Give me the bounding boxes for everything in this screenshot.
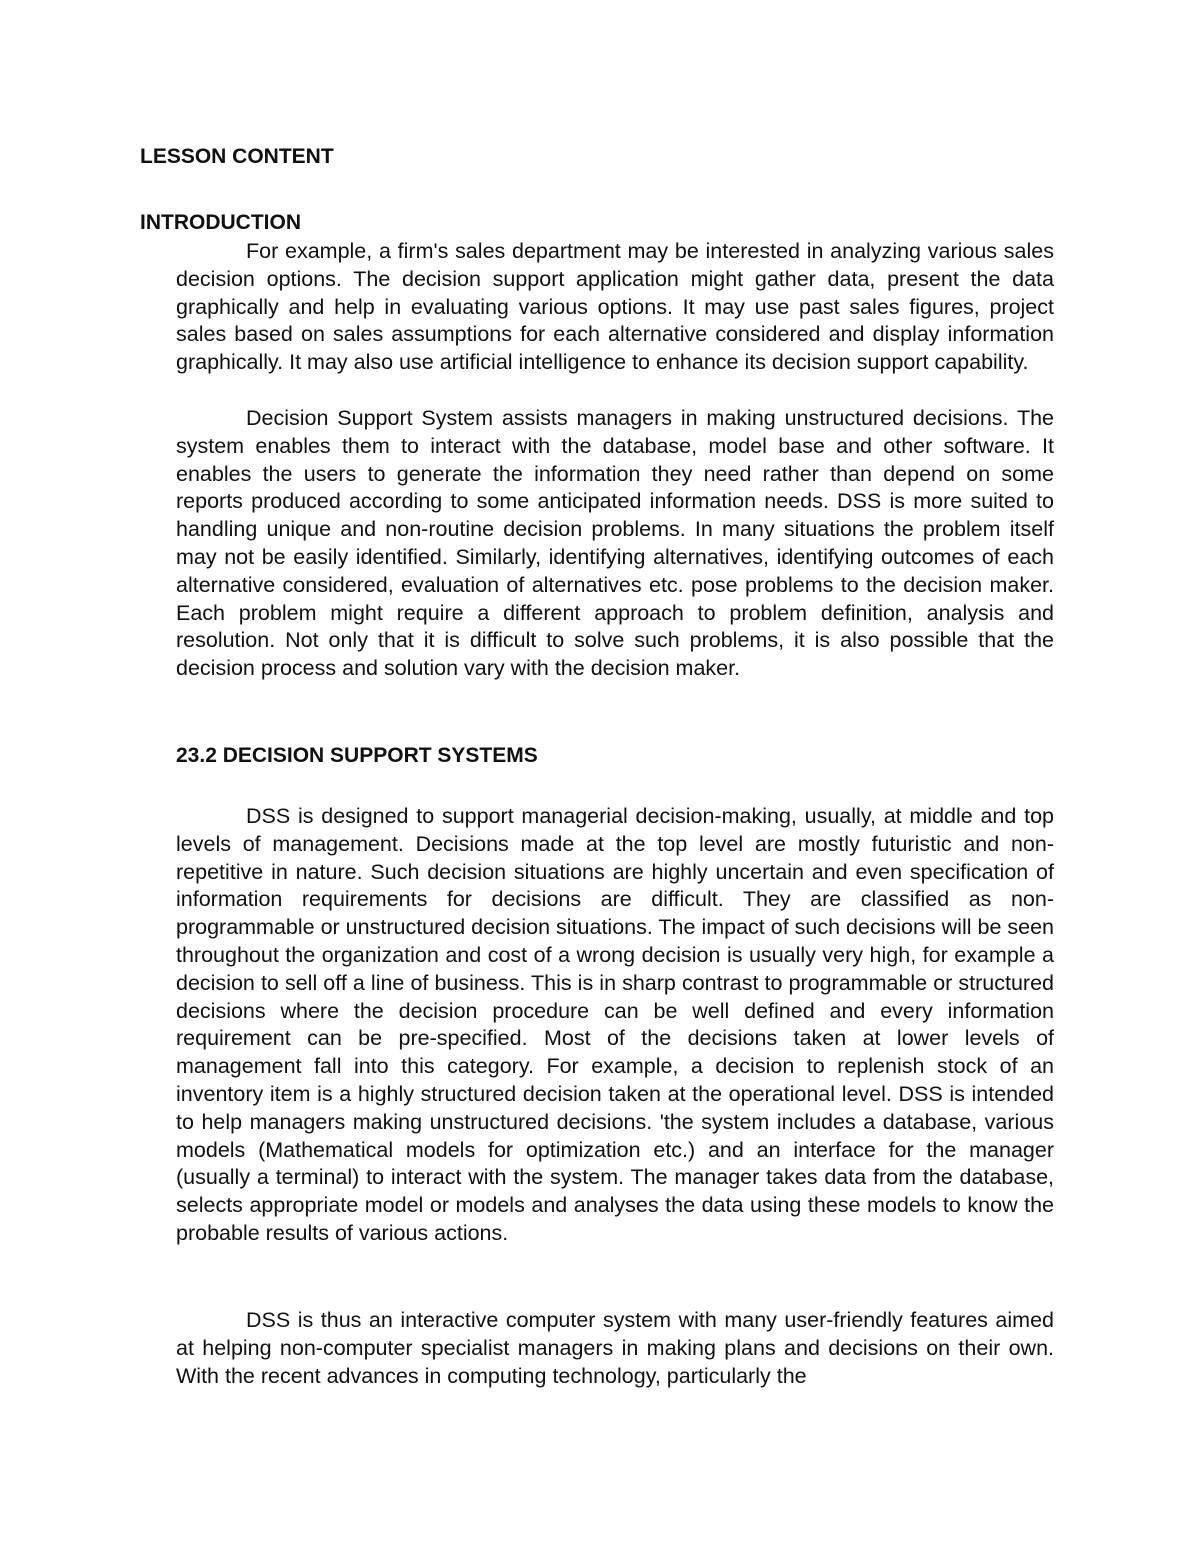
intro-paragraph-1: For example, a firm's sales department may be interested in analyzing various sales decision options. The decision support application might gather data, present the data graphically and help in evaluating various options. It may use past sales figures, project sales based on sales assumptions for each alternative considered and display information graphically. It may also use artificial intelligence to enhance its decision support capability. — [176, 239, 1054, 375]
section-paragraph-2: DSS is thus an interactive computer system with many user-friendly features aimed at helping non-computer specialist managers in making plans and decisions on their own. With the recent advances in computing technology, particularly the — [176, 1308, 1054, 1388]
intro-paragraph-2: Decision Support System assists managers in making unstructured decisions. The system enables them to interact with the database, model base and other software. It enables the users to generate the information they need rather than depend on some reports produced according to some anticipated information needs. DSS is more suited to handling unique and non-routine decision problems. In many situations the problem itself may not be easily identified. Similarly, identifying alternatives, identifying outcomes of each alternative considered, evaluation of alternatives etc. pose problems to the decision maker. Each problem might require a different approach to problem definition, analysis and resolution. Not only that it is difficult to solve such problems, it is also possible that the decision process and solution vary with the decision maker. — [176, 406, 1054, 681]
section-paragraph-1: DSS is designed to support managerial decision-making, usually, at middle and top levels of management. Decisions made at the top level are mostly futuristic and non-repetitive in nature. Such decision situations are highly uncertain and even specification of information requirements for decisions are difficult. They are classified as non-programmable or unstructured decision situations. The impact of such decisions will be seen throughout the organization and cost of a wrong decision is usually very high, for example a decision to sell off a line of business. This is in sharp contrast to programmable or structured decisions where the decision procedure can be well defined and every information requirement can be pre-specified. Most of the decisions taken at lower levels of management fall into this category. For example, a decision to replenish stock of an inventory item is a highly structured decision taken at the operational level. DSS is intended to help managers making unstructured decisions. 'the system includes a database, various models (Mathematical models for optimization etc.) and an interface for the manager (usually a terminal) to interact with the system. The manager takes data from the database, selects appropriate model or models and analyses the data using these models to know the probable results of various actions. — [176, 804, 1054, 1245]
lesson-content-heading: LESSON CONTENT — [140, 145, 334, 168]
introduction-heading: INTRODUCTION — [140, 211, 301, 234]
section-heading-decision-support-systems: 23.2 DECISION SUPPORT SYSTEMS — [176, 744, 538, 767]
